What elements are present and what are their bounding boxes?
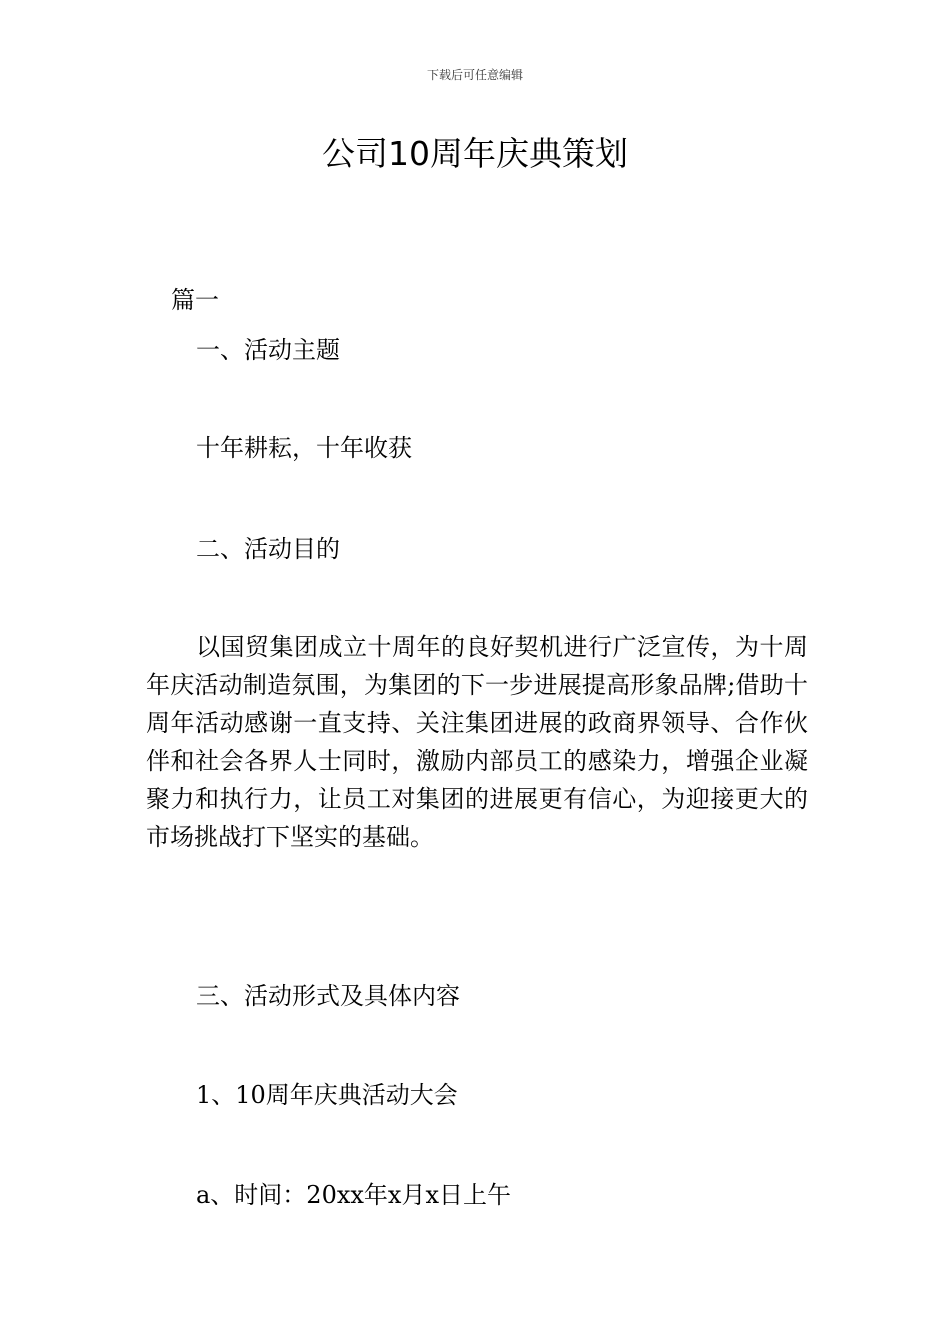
section-heading-purpose: 二、活动目的 [196, 535, 340, 563]
theme-text: 十年耕耘，十年收获 [196, 434, 412, 462]
section-heading-theme: 一、活动主题 [196, 336, 340, 364]
header-note: 下载后可任意编辑 [426, 68, 523, 82]
document-title: 公司10周年庆典策划 [322, 134, 628, 173]
section-heading-format: 三、活动形式及具体内容 [196, 982, 460, 1010]
item-heading-ceremony: 1、10周年庆典活动大会 [196, 1081, 458, 1109]
item-time-text: a、时间：20xx年x月x日上午 [196, 1181, 511, 1209]
part-label: 篇一 [171, 286, 219, 314]
purpose-paragraph: 以国贸集团成立十周年的良好契机进行广泛宣传，为十周年庆活动制造氛围，为集团的下一步进展提高形象品牌;借助十周年活动感谢一直支持、关注集团进展的政商界领导、合作伙伴和社会各界人士同时，激励内部员工的感染力，增强企业凝聚力和执行力，让员工对集团的进展更有信心，为迎接更大的市场挑战打下坚实的基础。 [146, 633, 808, 851]
